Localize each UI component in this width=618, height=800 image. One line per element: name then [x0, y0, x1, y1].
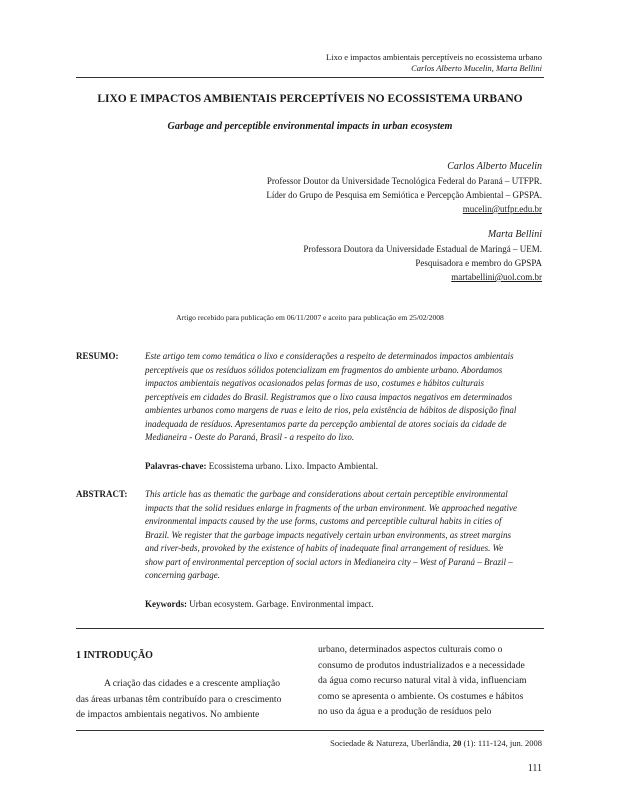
keywords-label: Keywords: — [145, 599, 187, 609]
running-header-title: Lixo e impactos ambientais perceptíveis no ecossistema urbano — [326, 52, 542, 62]
running-header — [122, 52, 542, 74]
abstract-line: Brazil. We register that the garbage impacts negatively certain urban environments, as street margins — [145, 529, 512, 540]
resumo-text — [145, 350, 544, 445]
header-rule — [76, 77, 544, 78]
author-email-link[interactable]: mucelin@utfpr.edu.br — [462, 204, 542, 214]
body-line: da água como recurso natural vital à vida, influenciam — [318, 675, 527, 687]
body-line: urbano, determinados aspectos culturais como o — [318, 644, 503, 655]
body-line: consumo de produtos industrializados e a necessidade — [318, 659, 525, 671]
footer-volume: 20 — [452, 738, 462, 748]
author-affiliation: Professora Doutora da Universidade Estadual de Maringá – UEM. — [303, 244, 542, 254]
abstract-line: environmental impacts caused by the use forms, customs and perceptible cultural habits in cities of — [145, 516, 502, 526]
body-line: de impactos ambientais negativos. No ambiente — [76, 709, 260, 721]
keywords-value: Urban ecosystem. Garbage. Environmental impact. — [189, 599, 374, 609]
body-line: A criação das cidades e a crescente ampliação — [104, 678, 281, 689]
abstract-line: concerning garbage. — [145, 570, 220, 580]
article-subtitle: Garbage and perceptible environmental impacts in urban ecosystem — [167, 121, 453, 132]
abstract-line: and river-beds, provoked by the existence of habits of inadequate final arrangement of residues. We — [145, 543, 504, 553]
resumo-keywords — [145, 460, 544, 474]
footer-citation — [82, 738, 542, 749]
resumo-line: Medianeira - Oeste do Paraná, Brasil - a respeito do lixo. — [145, 432, 355, 442]
author-affiliation: Pesquisadora e membro do GPSPA — [415, 258, 542, 268]
keywords-label: Palavras-chave: — [145, 461, 207, 471]
abstract-line: impacts that the solid residues enlarge in fragments of the urban environment. We approached negative — [145, 502, 518, 513]
page-number: 111 — [527, 763, 542, 774]
received-note: Artigo recebido para publicação em 06/11/2007 e aceito para publicação em 25/02/2008 — [176, 313, 444, 322]
author-block-2 — [82, 228, 542, 284]
running-header-authors: Carlos Alberto Mucelin, Marta Bellini — [411, 63, 542, 73]
author-block-1 — [82, 160, 542, 216]
resumo-line: impactos ambientais negativos ocasionados pelas formas de uso, costumes e hábitos culturais — [145, 378, 484, 388]
right-column — [318, 642, 544, 720]
body-line: das áreas urbanas têm contribuído para o crescimento — [76, 693, 282, 705]
author-name: Marta Bellini — [487, 229, 542, 240]
left-column — [76, 676, 302, 723]
footer-rule — [76, 730, 544, 731]
abstract-line: This article has as thematic the garbage and considerations about certain perceptible environmental — [145, 489, 508, 499]
keywords-value: Ecossistema urbano. Lixo. Impacto Ambiental. — [208, 461, 378, 471]
abstract-keywords — [145, 598, 544, 612]
author-affiliation: Professor Doutor da Universidade Tecnológica Federal do Paraná – UTFPR. — [266, 176, 542, 186]
author-email-link[interactable]: martabellini@uol.com.br — [451, 272, 542, 282]
footer-journal: Sociedade & Natureza, Uberlândia, — [330, 738, 453, 748]
article-title: LIXO E IMPACTOS AMBIENTAIS PERCEPTÍVEIS NO ECOSSISTEMA URBANO — [97, 93, 523, 105]
section-heading: 1 INTRODUÇÃO — [76, 650, 153, 661]
abstract-line: show part of environmental perception of social actors in Medianeira city – West of Paraná – Brazil – — [145, 556, 513, 567]
abstract-label: ABSTRACT: — [76, 489, 128, 499]
resumo-label: RESUMO: — [76, 351, 119, 361]
abstract-text — [145, 488, 544, 583]
resumo-line: Este artigo tem como temática o lixo e considerações a respeito de determinados impactos ambientais — [145, 351, 514, 361]
body-line: como se apresenta o ambiente. Os costumes e hábitos — [318, 690, 524, 702]
author-affiliation: Líder do Grupo de Pesquisa em Semiótica e Percepção Ambiental – GPSPA. — [266, 190, 542, 200]
body-line: no uso da água e a produção de resíduos pelo — [318, 706, 492, 718]
resumo-line: perceptíveis que os resíduos sólidos potencializam em fragmentos do ambiente urbano. Abordamos — [145, 364, 503, 375]
resumo-line: perceptíveis em cidades do Brasil. Registramos que o lixo causa impactos negativos em determinados — [145, 391, 513, 402]
resumo-line: ambientes urbanos como margens de ruas e leito de rios, pela existência de hábitos de disposição final — [145, 405, 517, 415]
resumo-line: inadequada de resíduos. Apresentamos parte da percepção ambiental de atores sociais da cidade de — [145, 418, 507, 429]
footer-issue: (1): 111-124, jun. 2008 — [461, 738, 542, 748]
author-name: Carlos Alberto Mucelin — [447, 161, 542, 172]
section-rule — [76, 628, 544, 629]
